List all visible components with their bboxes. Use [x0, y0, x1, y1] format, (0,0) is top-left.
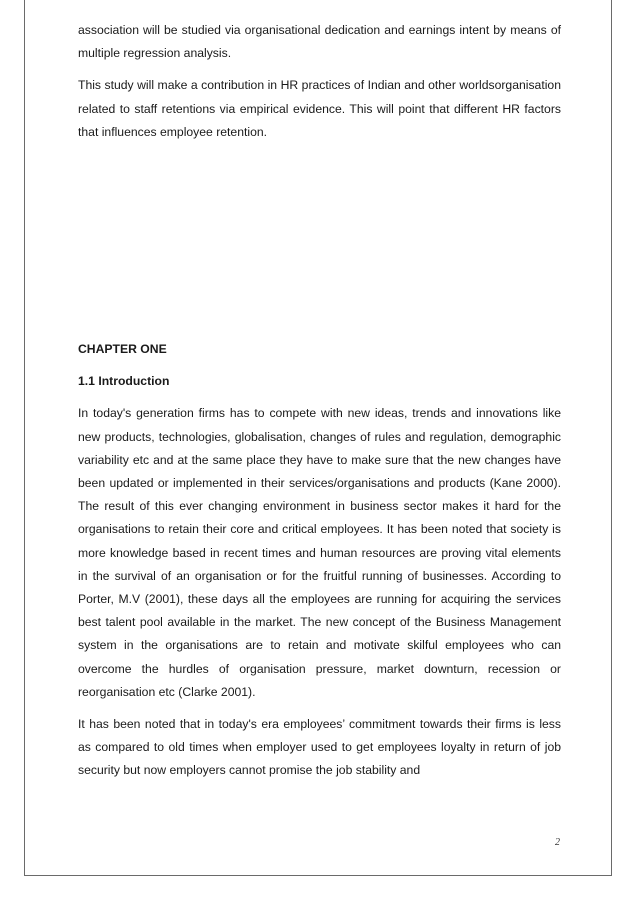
continuation-paragraph: association will be studied via organisational dedication and earnings intent by means of multiple regression analysis. [78, 23, 561, 61]
page-content [78, 19, 561, 783]
intro-paragraph: In today's generation firms has to compete with new ideas, trends and innovations like new products, technologies, globalisation, changes of rules and regulation, demographic variability etc and at the same place they have to make sure that the new changes have been updated or implemented in their services/organisations and products (Kane 2000). The result of this ever changing environment in business sector makes it hard for the organisations to retain their core and critical employees. It has been noted that society is more knowledge based in recent times and human resources are proving vital elements in the survival of an organisation or for the fruitful running of businesses. According to Porter, M.V (2001), these days all the employees are running for acquiring the services best talent pool available in the market. The new concept of the Business Management system in the organisations are to retain and motivate skilful employees who can overcome the hurdles of organisation pressure, market downturn, recession or reorganisation etc (Clarke 2001). [78, 406, 561, 699]
commitment-paragraph: It has been noted that in today's era employees’ commitment towards their firms is less as compared to old times when employer used to get employees loyalty in return of job security but now employers cannot promise the job stability and [78, 717, 561, 778]
chapter-heading: CHAPTER ONE [78, 342, 167, 357]
page-number: 2 [555, 837, 560, 848]
contribution-paragraph: This study will make a contribution in HR practices of Indian and other worldsorganisation related to staff retentions via empirical evidence. This will point that different HR factors that influences employee retention. [78, 78, 561, 139]
section-heading: 1.1 Introduction [78, 374, 170, 389]
